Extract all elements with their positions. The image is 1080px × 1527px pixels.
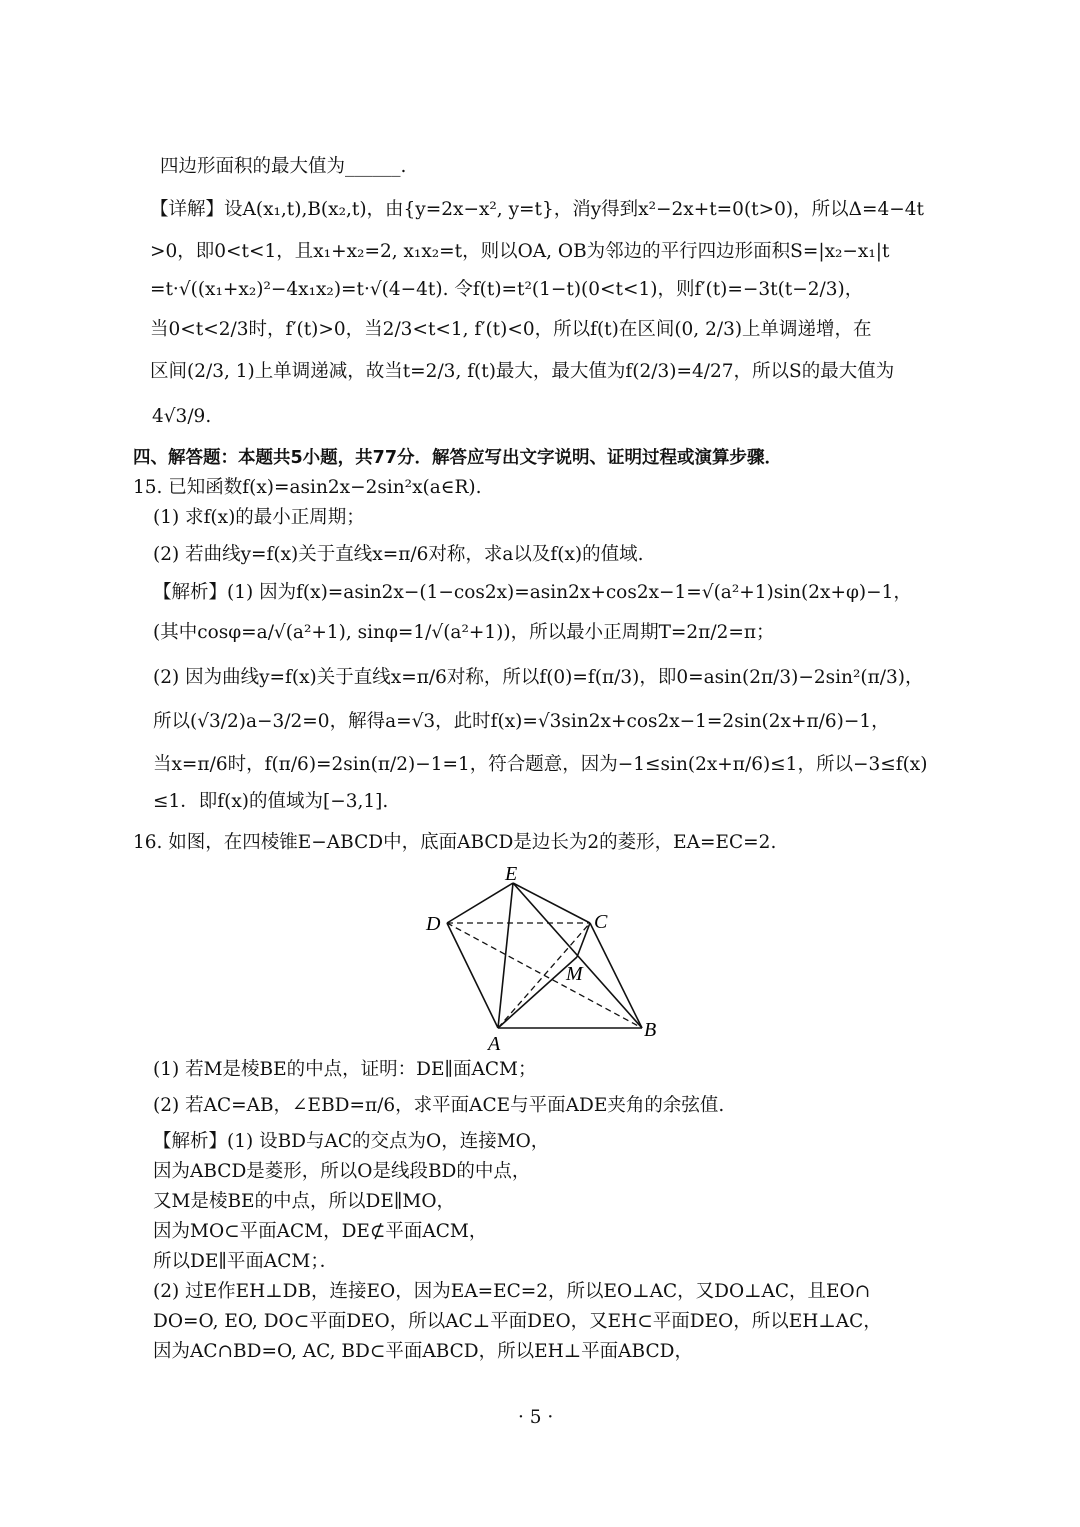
section-heading: 四、解答题：本题共5小题，共77分．解答应写出文字说明、证明过程或演算步骤． — [133, 448, 783, 468]
label-A: A — [488, 1033, 501, 1055]
text-line: (1) 若M是棱BE的中点，证明：DE∥面ACM； — [153, 1059, 537, 1080]
edge-DA — [447, 923, 498, 1028]
text-line: >0，即0<t<1，且x₁+x₂=2, x₁x₂=t，则以OA, OB为邻边的平行四边形面积S=|x₂−x₁|t — [150, 241, 890, 262]
text-line: 当0<t<2/3时，f′(t)>0，当2/3<t<1, f′(t)<0，所以f(t)在区间(0, 2/3)上单调递增，在 — [150, 319, 872, 340]
text-line: 所以(√3/2)a−3/2=0，解得a=√3，此时f(x)=√3sin2x+cos2x−1=2sin(2x+π/6)−1， — [153, 711, 890, 732]
text-line: 【解析】(1) 设BD与AC的交点为O，连接MO， — [153, 1131, 550, 1152]
edge-EA — [498, 883, 513, 1028]
pyramid-figure — [420, 860, 680, 1060]
text-line: 所以DE∥平面ACM；． — [153, 1251, 339, 1272]
text-line: (其中cosφ=a/√(a²+1), sinφ=1/√(a²+1))，所以最小正周期T=2π/2=π； — [153, 622, 775, 643]
question-15: 15. 已知函数f(x)=asin2x−2sin²x(a∈R). — [133, 477, 482, 498]
page-number: · 5 · — [518, 1407, 554, 1428]
text-line: 因为AC∩BD=O, AC, BD⊂平面ABCD，所以EH⊥平面ABCD， — [153, 1341, 693, 1362]
label-B: B — [644, 1019, 657, 1041]
text-line: (2) 过E作EH⊥DB，连接EO，因为EA=EC=2，所以EO⊥AC，又DO⊥AC，且EO∩ — [153, 1281, 871, 1302]
label-D: D — [426, 913, 441, 935]
text-line: (1) 求f(x)的最小正周期； — [153, 507, 365, 528]
edge-EC — [513, 883, 590, 923]
text-line: (2) 因为曲线y=f(x)关于直线x=π/6对称，所以f(0)=f(π/3)，即0=asin(2π/3)−2sin²(π/3)， — [153, 667, 924, 688]
text-line: 4√3/9. — [152, 406, 212, 427]
label-E: E — [505, 863, 518, 885]
label-C: C — [594, 911, 608, 933]
segment-MC — [577, 923, 590, 957]
text-line: 区间(2/3, 1)上单调递减，故当t=2/3, f(t)最大，最大值为f(2/3)=4/27，所以S的最大值为 — [150, 361, 895, 382]
text-line: 四边形面积的最大值为______. — [160, 156, 407, 177]
text-line: 当x=π/6时，f(π/6)=2sin(π/2)−1=1，符合题意，因为−1≤sin(2x+π/6)≤1，所以−3≤f(x) — [153, 754, 928, 775]
text-line: =t·√((x₁+x₂)²−4x₁x₂)=t·√(4−4t). 令f(t)=t²(1−t)(0<t<1)，则f′(t)=−3t(t−2/3)， — [150, 279, 864, 300]
text-line: ≤1．即f(x)的值域为[−3,1]. — [153, 791, 389, 812]
question-16: 16. 如图，在四棱锥E−ABCD中，底面ABCD是边长为2的菱形，EA=EC=2. — [133, 832, 777, 853]
text-line: (2) 若AC=AB，∠EBD=π/6，求平面ACE与平面ADE夹角的余弦值. — [153, 1095, 725, 1116]
text-line: 又M是棱BE的中点，所以DE∥MO， — [153, 1191, 456, 1212]
label-M: M — [566, 963, 583, 985]
text-line: 因为MO⊂平面ACM，DE⊄平面ACM， — [153, 1221, 488, 1242]
text-line: 因为ABCD是菱形，所以O是线段BD的中点， — [153, 1161, 531, 1182]
edge-ED — [447, 883, 513, 923]
text-line: 【详解】设A(x₁,t),B(x₂,t)，由{y=2x−x², y=t}，消y得到x²−2x+t=0(t>0)，所以Δ=4−4t — [150, 199, 924, 220]
text-line: DO=O, EO, DO⊂平面DEO，所以AC⊥平面DEO，又EH⊂平面DEO，所以EH⊥AC， — [153, 1311, 882, 1332]
text-line: 【解析】(1) 因为f(x)=asin2x−(1−cos2x)=asin2x+cos2x−1=√(a²+1)sin(2x+φ)−1， — [153, 582, 912, 603]
text-line: (2) 若曲线y=f(x)关于直线x=π/6对称，求a以及f(x)的值域. — [153, 544, 644, 565]
edge-CB — [590, 923, 642, 1028]
